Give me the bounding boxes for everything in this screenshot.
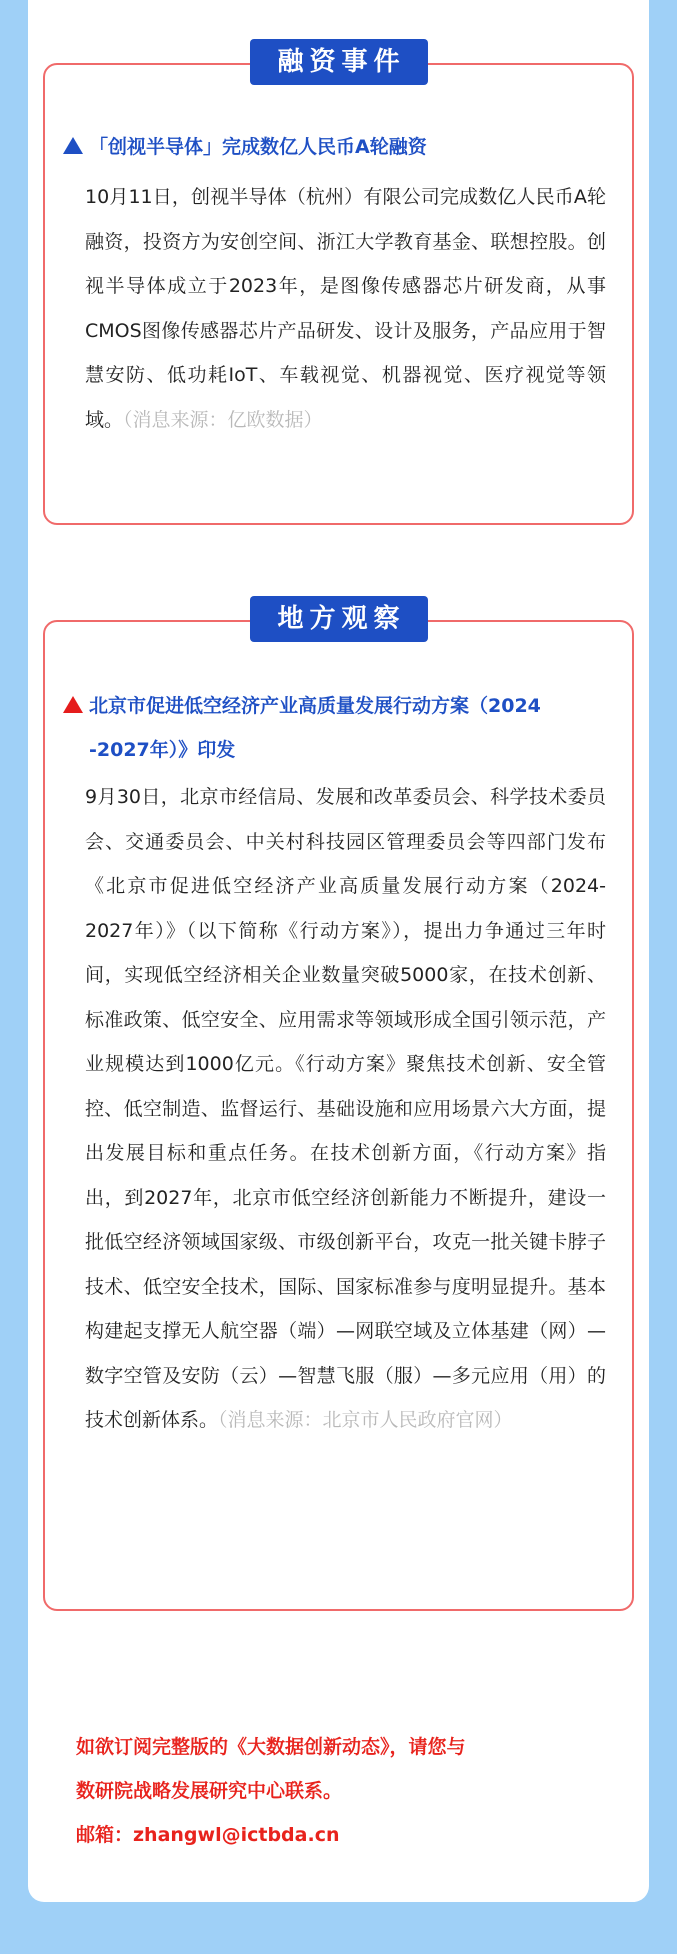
financing-body-text: 10月11日，创视半导体（杭州）有限公司完成数亿人民币A轮融资，投资方为安创空间、浙江大学教育基金、联想控股。创视半导体成立于2023年，是图像传感器芯片研发商，从事CMOS图像传感器芯片产品研发、设计及服务，产品应用于智慧安防、低功耗IoT、车载视觉、机器视觉、医疗视觉等领域。: [85, 186, 606, 431]
local-headline-line2: -2027年）》印发: [89, 739, 236, 761]
financing-body: [85, 175, 606, 442]
financing-headline-text: 「创视半导体」完成数亿人民币A轮融资: [89, 136, 427, 158]
financing-section-title: 融资事件: [249, 39, 427, 85]
triangle-bullet-icon: [63, 696, 83, 713]
local-headline-line1: 北京市促进低空经济产业高质量发展行动方案（2024: [89, 695, 541, 717]
contact-line2: 数研院战略发展研究中心联系。: [76, 1780, 343, 1802]
contact-block: [76, 1725, 616, 1857]
contact-line1: 如欲订阅完整版的《大数据创新动态》，请您与: [76, 1736, 466, 1758]
financing-headline[interactable]: [63, 125, 614, 169]
local-section-title: 地方观察: [249, 596, 427, 642]
triangle-bullet-icon: [63, 137, 83, 154]
financing-section: [43, 47, 634, 525]
contact-email[interactable]: 邮箱：zhangwl@ictbda.cn: [76, 1824, 340, 1846]
local-source: （消息来源：北京市人民政府官网）: [218, 1409, 513, 1431]
local-body: [85, 775, 606, 1443]
local-section: [43, 604, 634, 1611]
financing-source: （消息来源：亿欧数据）: [123, 408, 323, 431]
local-headline[interactable]: [63, 684, 614, 772]
local-body-text: 9月30日，北京市经信局、发展和改革委员会、科学技术委员会、交通委员会、中关村科技园区管理委员会等四部门发布《北京市促进低空经济产业高质量发展行动方案（2024-2027年）》（以下简称《行动方案》），提出力争通过三年时间，实现低空经济相关企业数量突破5000家，在技术创新、标准政策、低空安全、应用需求等领域形成全国引领示范，产业规模达到1000亿元。《行动方案》聚焦技术创新、安全管控、低空制造、监督运行、基础设施和应用场景六大方面，提出发展目标和重点任务。在技术创新方面，《行动方案》指出，到2027年，北京市低空经济创新能力不断提升，建设一批低空经济领域国家级、市级创新平台，攻克一批关键卡脖子技术、低空安全技术，国际、国家标准参与度明显提升。基本构建起支撑无人航空器（端）—网联空域及立体基建（网）—数字空管及安防（云）—智慧飞服（服）—多元应用（用）的技术创新体系。: [85, 786, 606, 1431]
